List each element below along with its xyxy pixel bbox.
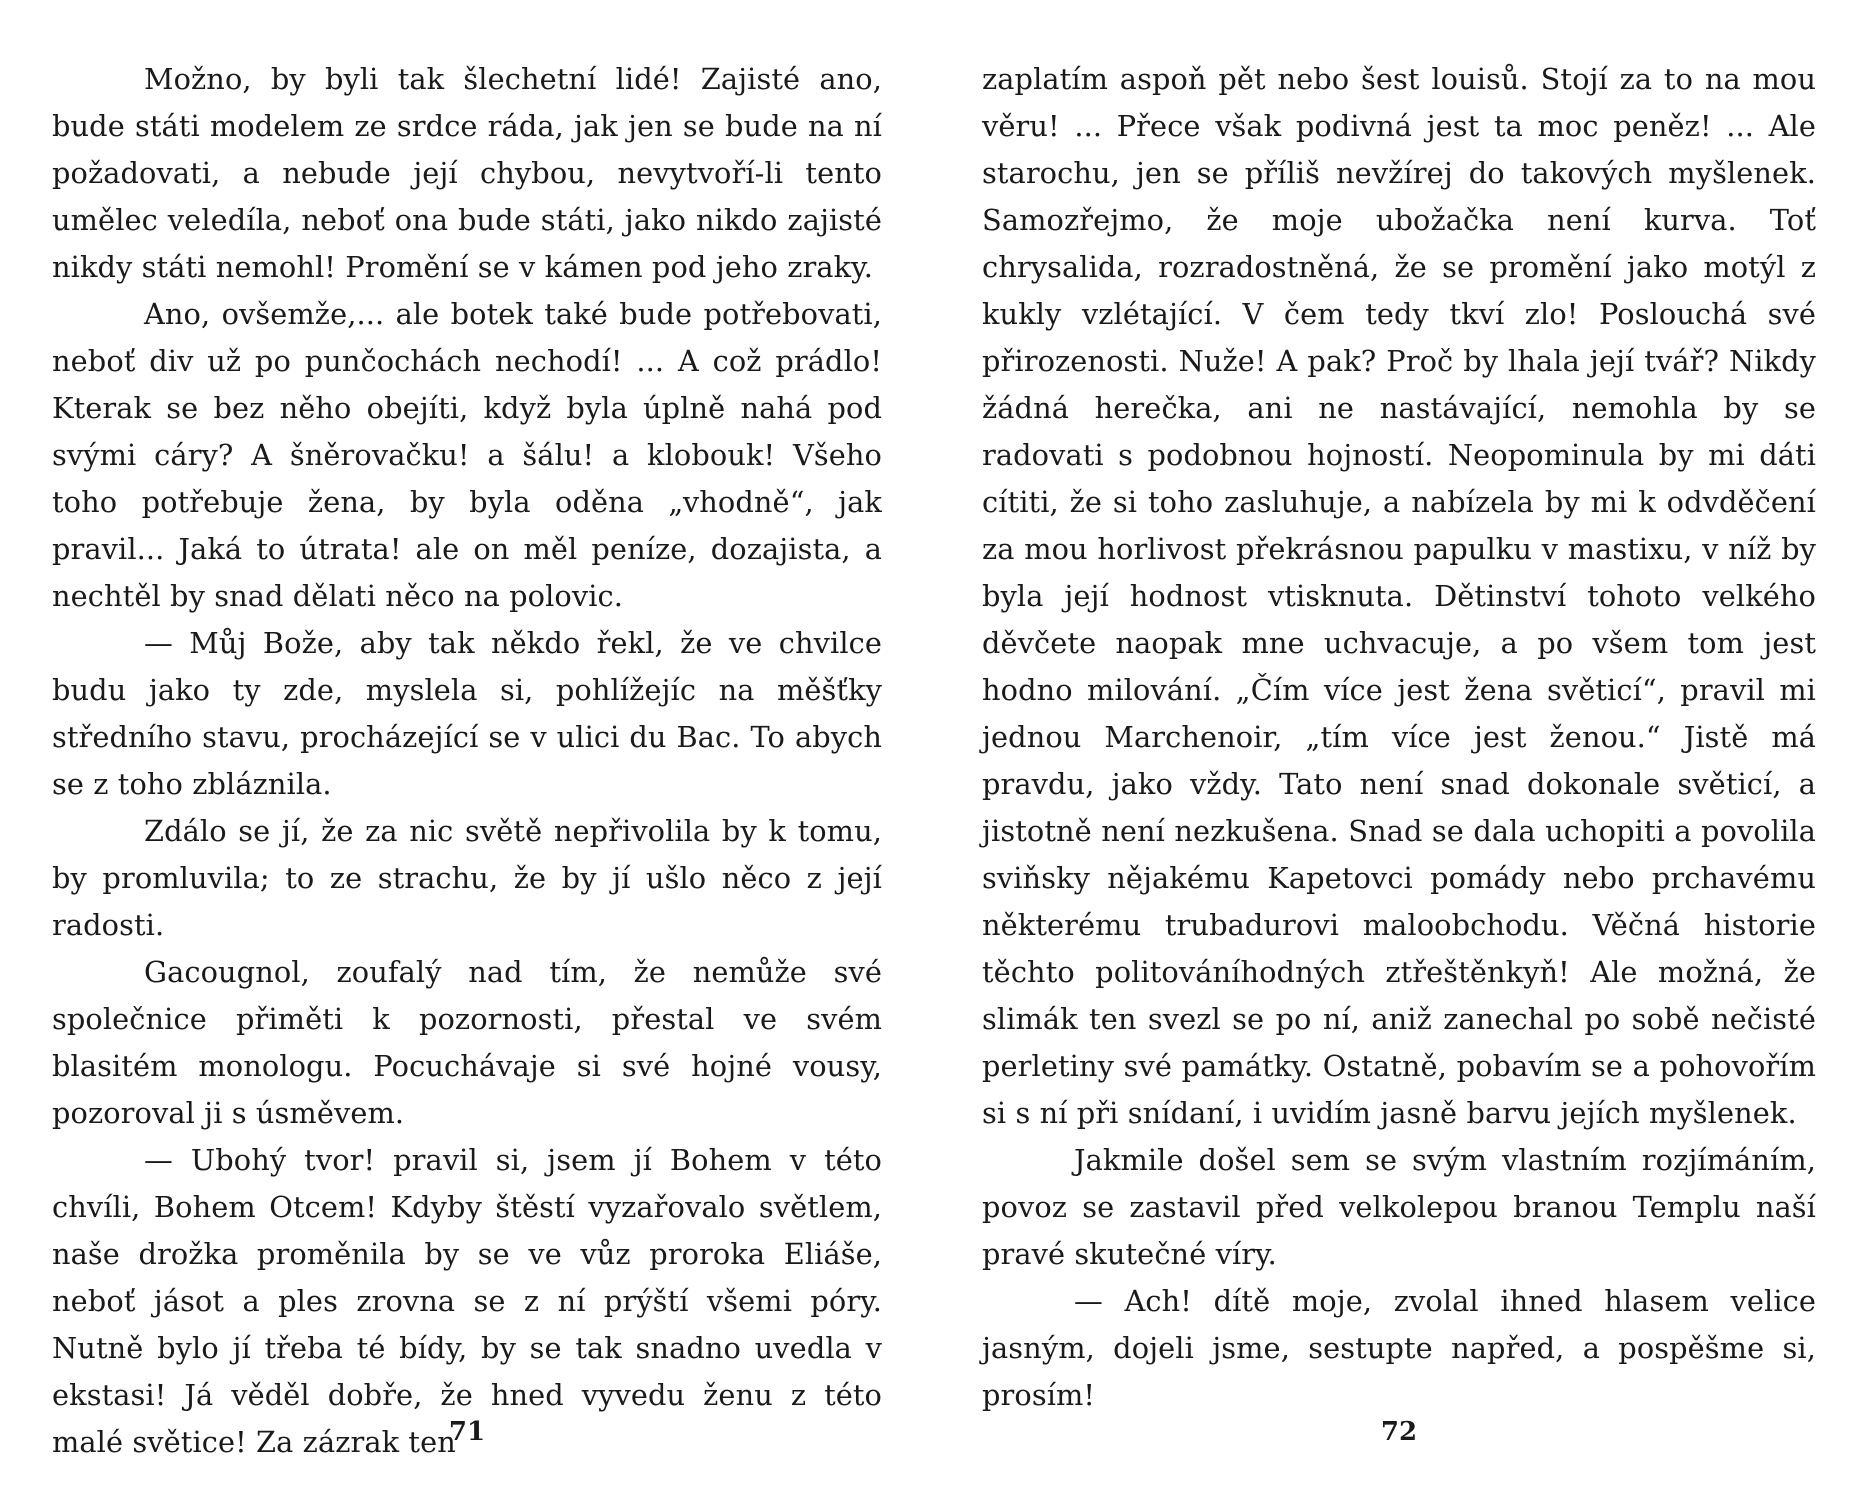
paragraph: Zdálo se jí, že za nic světě nepřivolila by k tomu, by promluvila; to ze strachu, že by jí ušlo něco z její radosti. <box>52 814 882 942</box>
page-number: 71 <box>448 1417 486 1447</box>
paragraph: — Můj Bože, aby tak někdo řekl, že ve chvilce budu jako ty zde, myslela si, pohlížejíc na měšťky středního stavu, procházející se v ulici du Bac. To abych se z toho zbláznila. <box>52 626 882 801</box>
paragraph: Gacougnol, zoufalý nad tím, že nemůže své společnice přiměti k pozornosti, přestal ve svém blasitém monologu. Pocuchávaje si své hojné vousy, pozoroval ji s úsměvem. <box>52 955 882 1130</box>
right-page <box>982 0 1816 1500</box>
left-page-text <box>52 56 882 1466</box>
paragraph: Možno, by byli tak šlechetní lidé! Zajisté ano, bude státi modelem ze srdce ráda, jak jen se bude na ní požadovati, a nebude její chybou, nevytvoří-li tento umělec veledíla, neboť ona bude státi, jako nikdo zajisté nikdy státi nemohl! Promění se v kámen pod jeho zraky. <box>52 62 882 284</box>
paragraph: — Ach! dítě moje, zvolal ihned hlasem velice jasným, dojeli jsme, sestupte napřed, a pospěšme si, prosím! <box>982 1284 1816 1412</box>
right-page-text <box>982 56 1816 1419</box>
paragraph-continuation: zaplatím aspoň pět nebo šest louisů. Stojí za to na mou věru! ... Přece však podivná jest ta moc peněz! ... Ale starochu, jen se příliš nevžírej do takových myšlenek. Samozřejmo, že moje ubožačka není kurva. Toť chrysalida, rozradostněná, že se promění jako motýl z kukly vzlétající. V čem tedy tkví zlo! Poslouchá své přirozenosti. Nuže! A pak? Proč by lhala její tvář? Nikdy žádná herečka, ani ne nastávající, nemohla by se radovati s podobnou hojností. Neopominula by mi dáti cítiti, že si toho zasluhuje, a nabízela by mi k odvděčení za mou horlivost překrásnou papulku v mastixu, v níž by byla její hodnost vtisknuta. Dětinství tohoto velkého děvčete naopak mne uchvacuje, a po všem tom jest hodno milování. „Čím více jest žena světicí“, pravil mi jednou Marchenoir, „tím více jest ženou.“ Jistě má pravdu, jako vždy. Tato není snad dokonale světicí, a jistotně není nezkušena. Snad se dala uchopiti a povolila sviňsky nějakému Kapetovci pomády nebo prchavému některému trubadurovi maloobchodu. Věčná historie těchto politováníhodných ztřeštěnkyň! Ale možná, že slimák ten svezl se po ní, aniž zanechal po sobě nečisté perletiny své památky. Ostatně, pobavím se a pohovořím si s ní při snídaní, i uvidím jasně barvu jejích myšlenek. <box>982 62 1816 1130</box>
left-page <box>52 0 882 1500</box>
paragraph: — Ubohý tvor! pravil si, jsem jí Bohem v této chvíli, Bohem Otcem! Kdyby štěstí vyzařovalo světlem, naše drožka proměnila by se ve vůz proroka Eliáše, neboť jásot a ples zrovna se z ní prýští všemi póry. Nutně bylo jí třeba té bídy, by se tak snadno uvedla v ekstasi! Já věděl dobře, že hned vyvedu ženu z této malé světice! Za zázrak ten <box>52 1143 882 1459</box>
paragraph: Ano, ovšemže,... ale botek také bude potřebovati, neboť div už po punčochách nechodí! ... A což prádlo! Kterak se bez něho obejíti, když byla úplně nahá pod svými cáry? A šněrovačku! a šálu! a klobouk! Všeho toho potřebuje žena, by byla oděna „vhodně“, jak pravil... Jaká to útrata! ale on měl peníze, dozajista, a nechtěl by snad dělati něco na polovic. <box>52 297 882 613</box>
paragraph: Jakmile došel sem se svým vlastním rozjímáním, povoz se zastavil před velkolepou branou Templu naší pravé skutečné víry. <box>982 1143 1816 1271</box>
page-number: 72 <box>1380 1417 1418 1447</box>
